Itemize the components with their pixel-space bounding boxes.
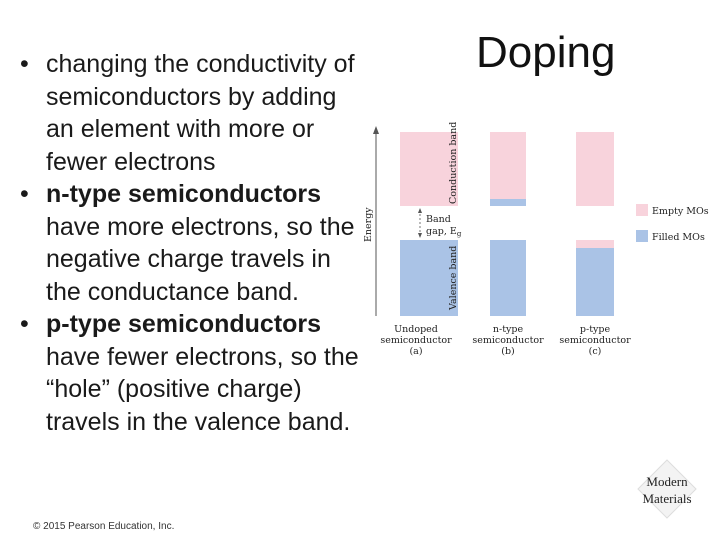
bullet-item-doping-definition bbox=[18, 48, 370, 178]
band-diagram bbox=[360, 120, 720, 360]
conduction-band-filled-b bbox=[490, 199, 526, 206]
column-a-line1: Undoped bbox=[394, 324, 438, 335]
bullet-item-p-type bbox=[18, 308, 370, 438]
bullet-text: have fewer electrons, so the “hole” (positive charge) travels in the valence band. bbox=[46, 342, 359, 436]
column-c-line2: semiconductor bbox=[559, 335, 631, 346]
bullet-text: have more electrons, so the negative charge travels in the conductance band. bbox=[46, 212, 355, 306]
legend-label-filled: Filled MOs bbox=[652, 232, 705, 243]
bullet-item-n-type bbox=[18, 178, 370, 308]
bullet-text: changing the conductivity of semiconductors by adding an element with more or fewer electrons bbox=[46, 50, 355, 176]
energy-axis-label: Energy bbox=[363, 207, 374, 242]
band-gap-label: Band bbox=[426, 214, 451, 225]
slide-title: Doping bbox=[476, 28, 616, 77]
bullet-bold-term: n-type semiconductors bbox=[46, 180, 322, 208]
bullet-marker: • bbox=[20, 310, 29, 338]
bullet-bold-term: p-type semiconductors bbox=[46, 310, 322, 338]
bullet-list bbox=[18, 48, 370, 438]
copyright-notice: © 2015 Pearson Education, Inc. bbox=[33, 521, 175, 532]
badge-line1: Modern bbox=[646, 474, 688, 489]
column-a-line2: semiconductor bbox=[380, 335, 452, 346]
badge-line2: Materials bbox=[642, 491, 692, 506]
column-b-tag: (b) bbox=[501, 346, 515, 357]
bullet-marker: • bbox=[20, 50, 29, 78]
valence-band-filled-c bbox=[576, 240, 614, 316]
legend-label-empty: Empty MOs bbox=[652, 206, 709, 217]
conduction-band-empty-b bbox=[490, 132, 526, 206]
column-b-line1: n-type bbox=[492, 324, 524, 335]
valence-band-filled-b bbox=[490, 240, 526, 316]
column-c-tag: (c) bbox=[588, 346, 602, 357]
legend-swatch-filled bbox=[636, 230, 648, 242]
column-c-line1: p-type bbox=[579, 324, 611, 335]
valence-band-label: Valence band bbox=[448, 245, 459, 310]
valence-band-empty-c bbox=[576, 240, 614, 248]
legend-swatch-empty bbox=[636, 204, 648, 216]
conduction-band-label: Conduction band bbox=[448, 121, 459, 204]
column-b-line2: semiconductor bbox=[472, 335, 544, 346]
bullet-marker: • bbox=[20, 180, 29, 208]
band-gap-arrowhead-down bbox=[418, 233, 422, 238]
band-gap-arrowhead-up bbox=[418, 208, 422, 213]
modern-materials-badge-text bbox=[636, 473, 698, 507]
band-gap-label-2: gap, $E_g$ bbox=[426, 226, 462, 238]
energy-axis-arrowhead bbox=[373, 126, 379, 134]
column-a-tag: (a) bbox=[409, 346, 423, 357]
conduction-band-empty-c bbox=[576, 132, 614, 206]
